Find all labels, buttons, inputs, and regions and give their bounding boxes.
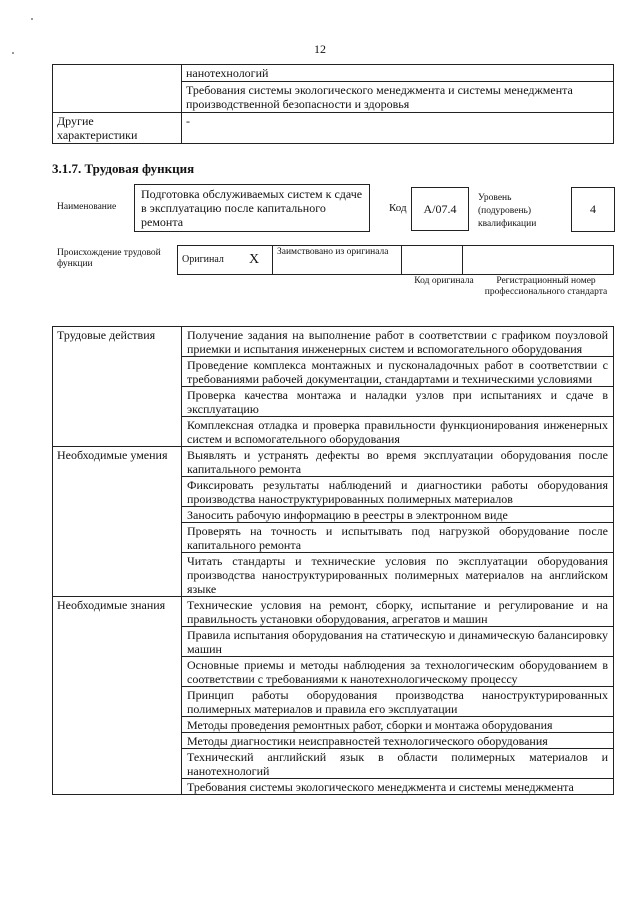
table-cell: Проверять на точность и испытывать под нагрузкой оборудование после капитального ремонта (182, 523, 614, 553)
table-cell: Проверка качества монтажа и наладки узлов при испытаниях и сдаче в эксплуатацию (182, 387, 614, 417)
table-row (53, 113, 614, 144)
borrowed-label: Заимствовано из оригинала (273, 246, 402, 275)
original-label: Оригинал (178, 246, 237, 275)
row-label: Необходимые умения (53, 447, 182, 597)
original-mark: X (236, 246, 273, 275)
level-label: Уровень (подуровень) квалификации (478, 193, 537, 229)
table-cell: нанотехнологий (182, 65, 614, 82)
table-cell: Правила испытания оборудования на статическую и динамическую балансировку машин (182, 627, 614, 657)
code-cell (402, 246, 463, 275)
table-row (53, 65, 614, 82)
function-code: A/07.4 (411, 187, 469, 231)
table-cell: Технические условия на ремонт, сборку, испытание и регулирование и на правильность установки оборудования, агрегатов и машин (182, 597, 614, 627)
level-value: 4 (571, 187, 615, 232)
table-row (178, 246, 614, 275)
function-name: Подготовка обслуживаемых систем к сдаче в эксплуатацию после капитального ремонта (134, 184, 370, 232)
table-cell: Требования системы экологического менеджмента и системы менеджмента производственной безопасности и здоровья (182, 82, 614, 113)
scan-speck (12, 52, 14, 54)
top-table (52, 64, 614, 144)
table-cell: Проведение комплекса монтажных и пусконаладочных работ в соответствии с требованиями рабочей документации, стандартами и техническими условиями (182, 357, 614, 387)
row-label: Другие характеристики (53, 113, 182, 144)
code-label: Код (389, 202, 407, 214)
row-label: Трудовые действия (53, 327, 182, 447)
reg-cell (463, 246, 614, 275)
table-row (53, 327, 614, 357)
table-cell: Методы проведения ремонтных работ, сборки и монтажа оборудования (182, 717, 614, 733)
table-cell: Заносить рабочую информацию в реестры в электронном виде (182, 507, 614, 523)
origin-label: Происхождение трудовой функции (57, 248, 161, 269)
table-cell: Принцип работы оборудования производства наноструктурированных полимерных материалов и правила его эксплуатации (182, 687, 614, 717)
table-row (53, 597, 614, 627)
table-cell: - (182, 113, 614, 144)
row-label (53, 65, 182, 113)
table-cell: Технический английский язык в области полимерных материалов и нанотехнологий (182, 749, 614, 779)
table-cell: Основные приемы и методы наблюдения за технологическим оборудованием в соответствии с требованиями к нанотехнологическому процессу (182, 657, 614, 687)
table-row (53, 447, 614, 477)
scan-speck (31, 18, 33, 20)
page-number: 12 (314, 42, 326, 56)
table-cell: Получение задания на выполнение работ в соответствии с графиком поузловой приемки и испытания инженерных систем и вспомогательного оборудования (182, 327, 614, 357)
main-table (52, 326, 614, 795)
table-cell: Требования системы экологического менеджмента и системы менеджмента (182, 779, 614, 795)
table-cell: Выявлять и устранять дефекты во время эксплуатации оборудования после капитального ремонта (182, 447, 614, 477)
section-title: 3.1.7. Трудовая функция (52, 161, 195, 176)
name-label: Наименование (57, 202, 117, 212)
table-cell: Фиксировать результаты наблюдений и диагностики работы оборудования производства наноструктурированных полимерных материалов (182, 477, 614, 507)
table-cell: Читать стандарты и технические условия по эксплуатации оборудования производства наноструктурированных полимерных материалов на английском языке (182, 553, 614, 597)
reg-caption: Регистрационный номер профессионального стандарта (484, 276, 608, 297)
row-label: Необходимые знания (53, 597, 182, 795)
code-caption: Код оригинала (414, 276, 474, 286)
origin-table (177, 245, 614, 275)
table-cell: Комплексная отладка и проверка правильности функционирования инженерных систем и вспомогательного оборудования (182, 417, 614, 447)
table-cell: Методы диагностики неисправностей технологического оборудования (182, 733, 614, 749)
